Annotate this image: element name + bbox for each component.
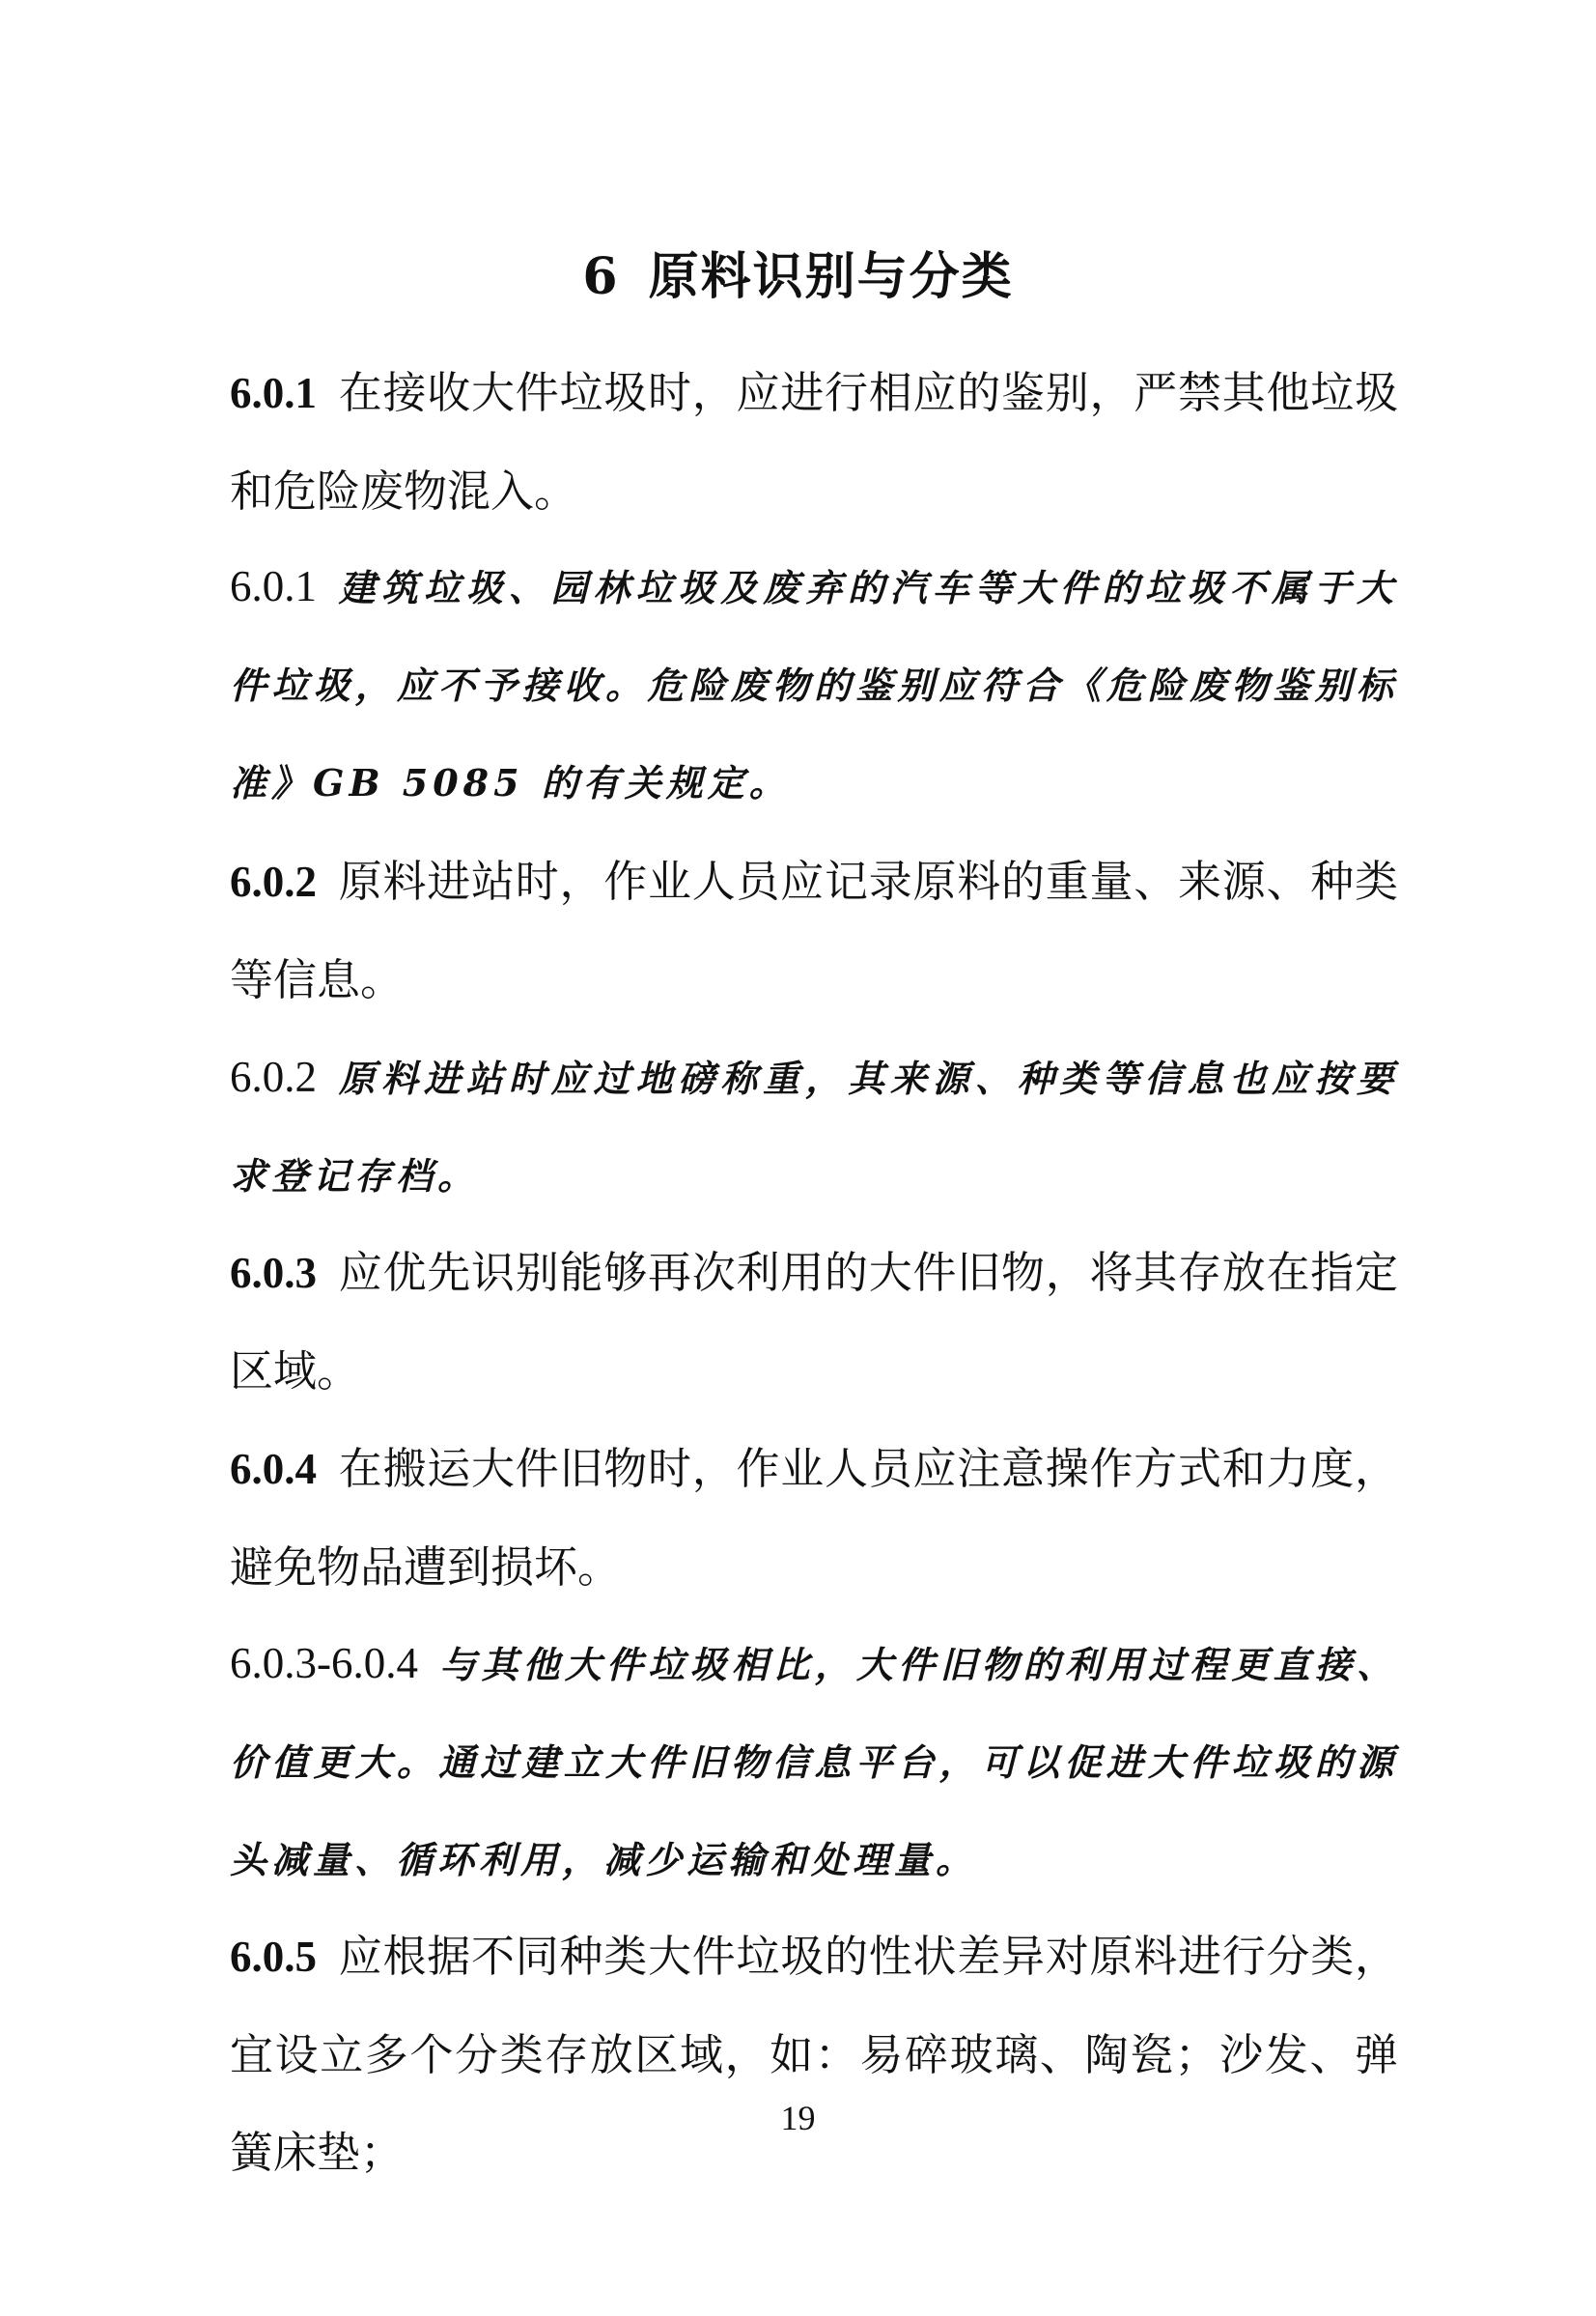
clause-text: 应根据不同种类大件垃圾的性状差异对原料进行分类，宜设立多个分类存放区域，如：易碎玻璃、陶瓷；沙发、弹簧床垫； xyxy=(230,1931,1398,2178)
explanation-paragraph xyxy=(230,538,1398,832)
chapter-number: 6 xyxy=(582,247,620,306)
clause-text: 原料进站时，作业人员应记录原料的重量、来源、种类等信息。 xyxy=(230,856,1398,1005)
explanation-paragraph xyxy=(230,1029,1398,1225)
clause-number: 6.0.1 xyxy=(230,369,317,417)
clause-paragraph xyxy=(230,1224,1398,1420)
clause-text: 在接收大件垃圾时，应进行相应的鉴别，严禁其他垃圾和危险废物混入。 xyxy=(230,367,1398,517)
explanation-clause-number: 6.0.1 xyxy=(230,562,317,610)
clause-number: 6.0.5 xyxy=(230,1933,317,1981)
clause-text: 在搬运大件旧物时，作业人员应注意操作方式和力度，避免物品遭到损坏。 xyxy=(230,1443,1398,1593)
chapter-title-text: 原料识别与分类 xyxy=(648,247,1014,306)
chapter-title xyxy=(0,243,1596,311)
explanation-text: 与其他大件垃圾相比，大件旧物的利用过程更直接、价值更大。通过建立大件旧物信息平台，可以促进大件垃圾的源头减量、循环利用，减少运输和处理量。 xyxy=(230,1643,1398,1881)
clause-paragraph xyxy=(230,1907,1398,2201)
clause-paragraph xyxy=(230,833,1398,1029)
clause-text: 应优先识别能够再次利用的大件旧物，将其存放在指定区域。 xyxy=(230,1247,1398,1397)
explanation-paragraph xyxy=(230,1615,1398,1908)
page-number: 19 xyxy=(780,2099,816,2137)
explanation-clause-number: 6.0.3-6.0.4 xyxy=(230,1639,418,1687)
explanation-text: 原料进站时应过地磅称重，其来源、种类等信息也应按要求登记存档。 xyxy=(230,1057,1398,1198)
clause-number: 6.0.4 xyxy=(230,1445,317,1493)
clause-number: 6.0.3 xyxy=(230,1249,317,1297)
clause-paragraph xyxy=(230,1420,1398,1616)
clause-number: 6.0.2 xyxy=(230,858,317,906)
clause-paragraph xyxy=(230,344,1398,540)
explanation-text: 建筑垃圾、园林垃圾及废弃的汽车等大件的垃圾不属于大件垃圾，应不予接收。危险废物的鉴别应符合《危险废物鉴别标准》GB 5085 的有关规定。 xyxy=(230,566,1398,805)
explanation-clause-number: 6.0.2 xyxy=(230,1053,317,1101)
